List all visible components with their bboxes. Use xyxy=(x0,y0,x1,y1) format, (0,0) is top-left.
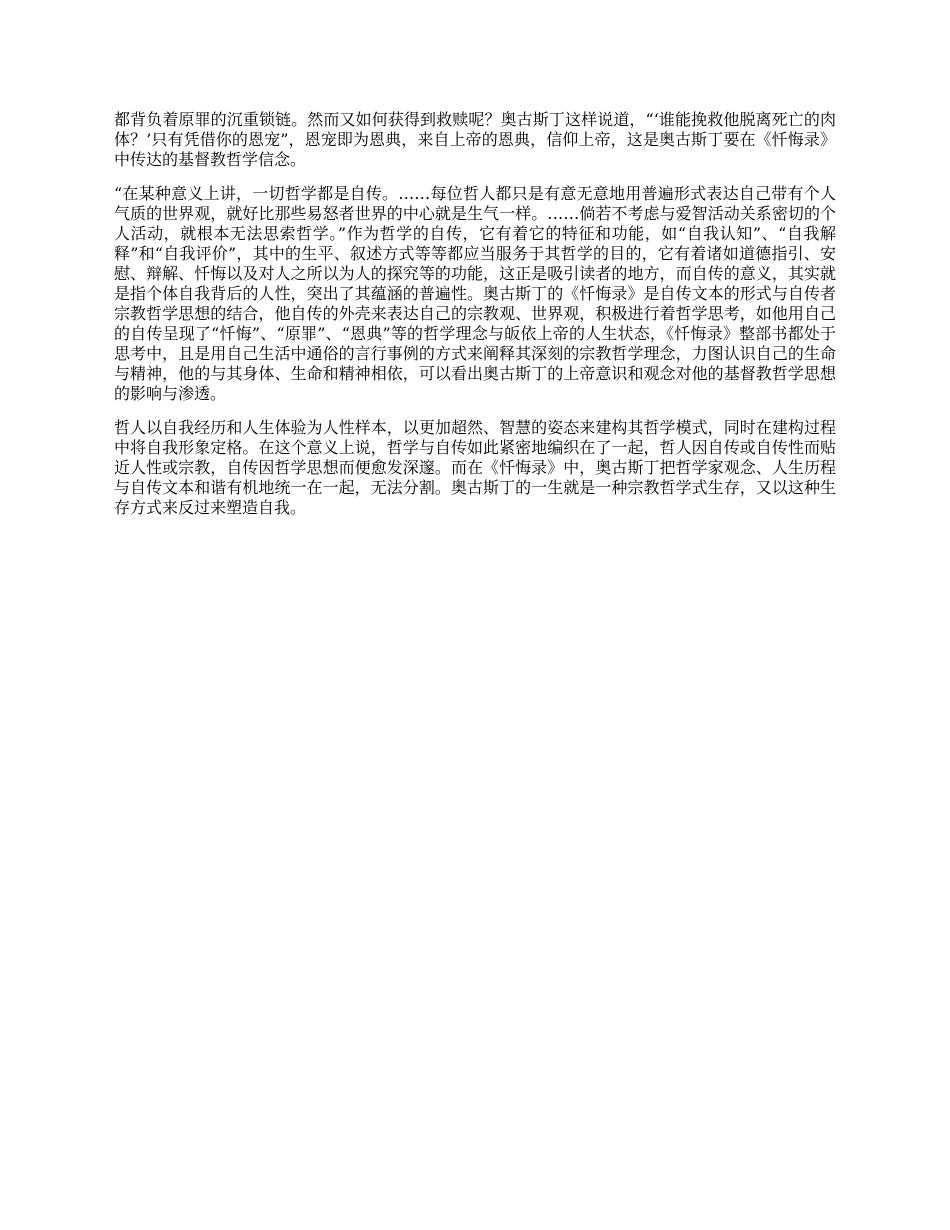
document-page xyxy=(114,110,836,532)
paragraph-2: “在某种意义上讲，一切哲学都是自传。……每位哲人都只是有意无意地用普遍形式表达自己带有个人气质的世界观，就好比那些易怒者世界的中心就是生气一样。……倘若不考虑与爱智活动关系密切的个人活动，就根本无法思索哲学。”作为哲学的自传，它有着它的特征和功能，如“自我认知”、“自我解释”和“自我评价”，其中的生平、叙述方式等等都应当服务于其哲学的目的，它有着诸如道德指引、安慰、辩解、忏悔以及对人之所以为人的探究等的功能，这正是吸引读者的地方，而自传的意义，其实就是指个体自我背后的人性，突出了其蕴涵的普遍性。奥古斯丁的《忏悔录》是自传文本的形式与自传者宗教哲学思想的结合，他自传的外壳来表达自己的宗教观、世界观，积极进行着哲学思考，如他用自己的自传呈现了“忏悔”、“原罪”、“恩典”等的哲学理念与皈依上帝的人生状态，《忏悔录》整部书都处于思考中，且是用自己生活中通俗的言行事例的方式来阐释其深刻的宗教哲学理念，力图认识自己的生命与精神，他的与其身体、生命和精神相依，可以看出奥古斯丁的上帝意识和观念对他的基督教哲学思想的影响与渗透。 xyxy=(114,184,836,403)
paragraph-1: 都背负着原罪的沉重锁链。然而又如何获得到救赎呢？奥古斯丁这样说道，“‘谁能挽救他脱离死亡的肉体？’只有凭借你的恩宠”，恩宠即为恩典，来自上帝的恩典，信仰上帝，这是奥古斯丁要在《忏悔录》中传达的基督教哲学信念。 xyxy=(114,110,836,169)
paragraph-3: 哲人以自我经历和人生体验为人性样本，以更加超然、智慧的姿态来建构其哲学模式，同时在建构过程中将自我形象定格。在这个意义上说，哲学与自传如此紧密地编织在了一起，哲人因自传或自传性而贴近人性或宗教，自传因哲学思想而便愈发深邃。而在《忏悔录》中，奥古斯丁把哲学家观念、人生历程与自传文本和谐有机地统一在一起，无法分割。奥古斯丁的一生就是一种宗教哲学式生存，又以这种生存方式来反过来塑造自我。 xyxy=(114,418,836,517)
